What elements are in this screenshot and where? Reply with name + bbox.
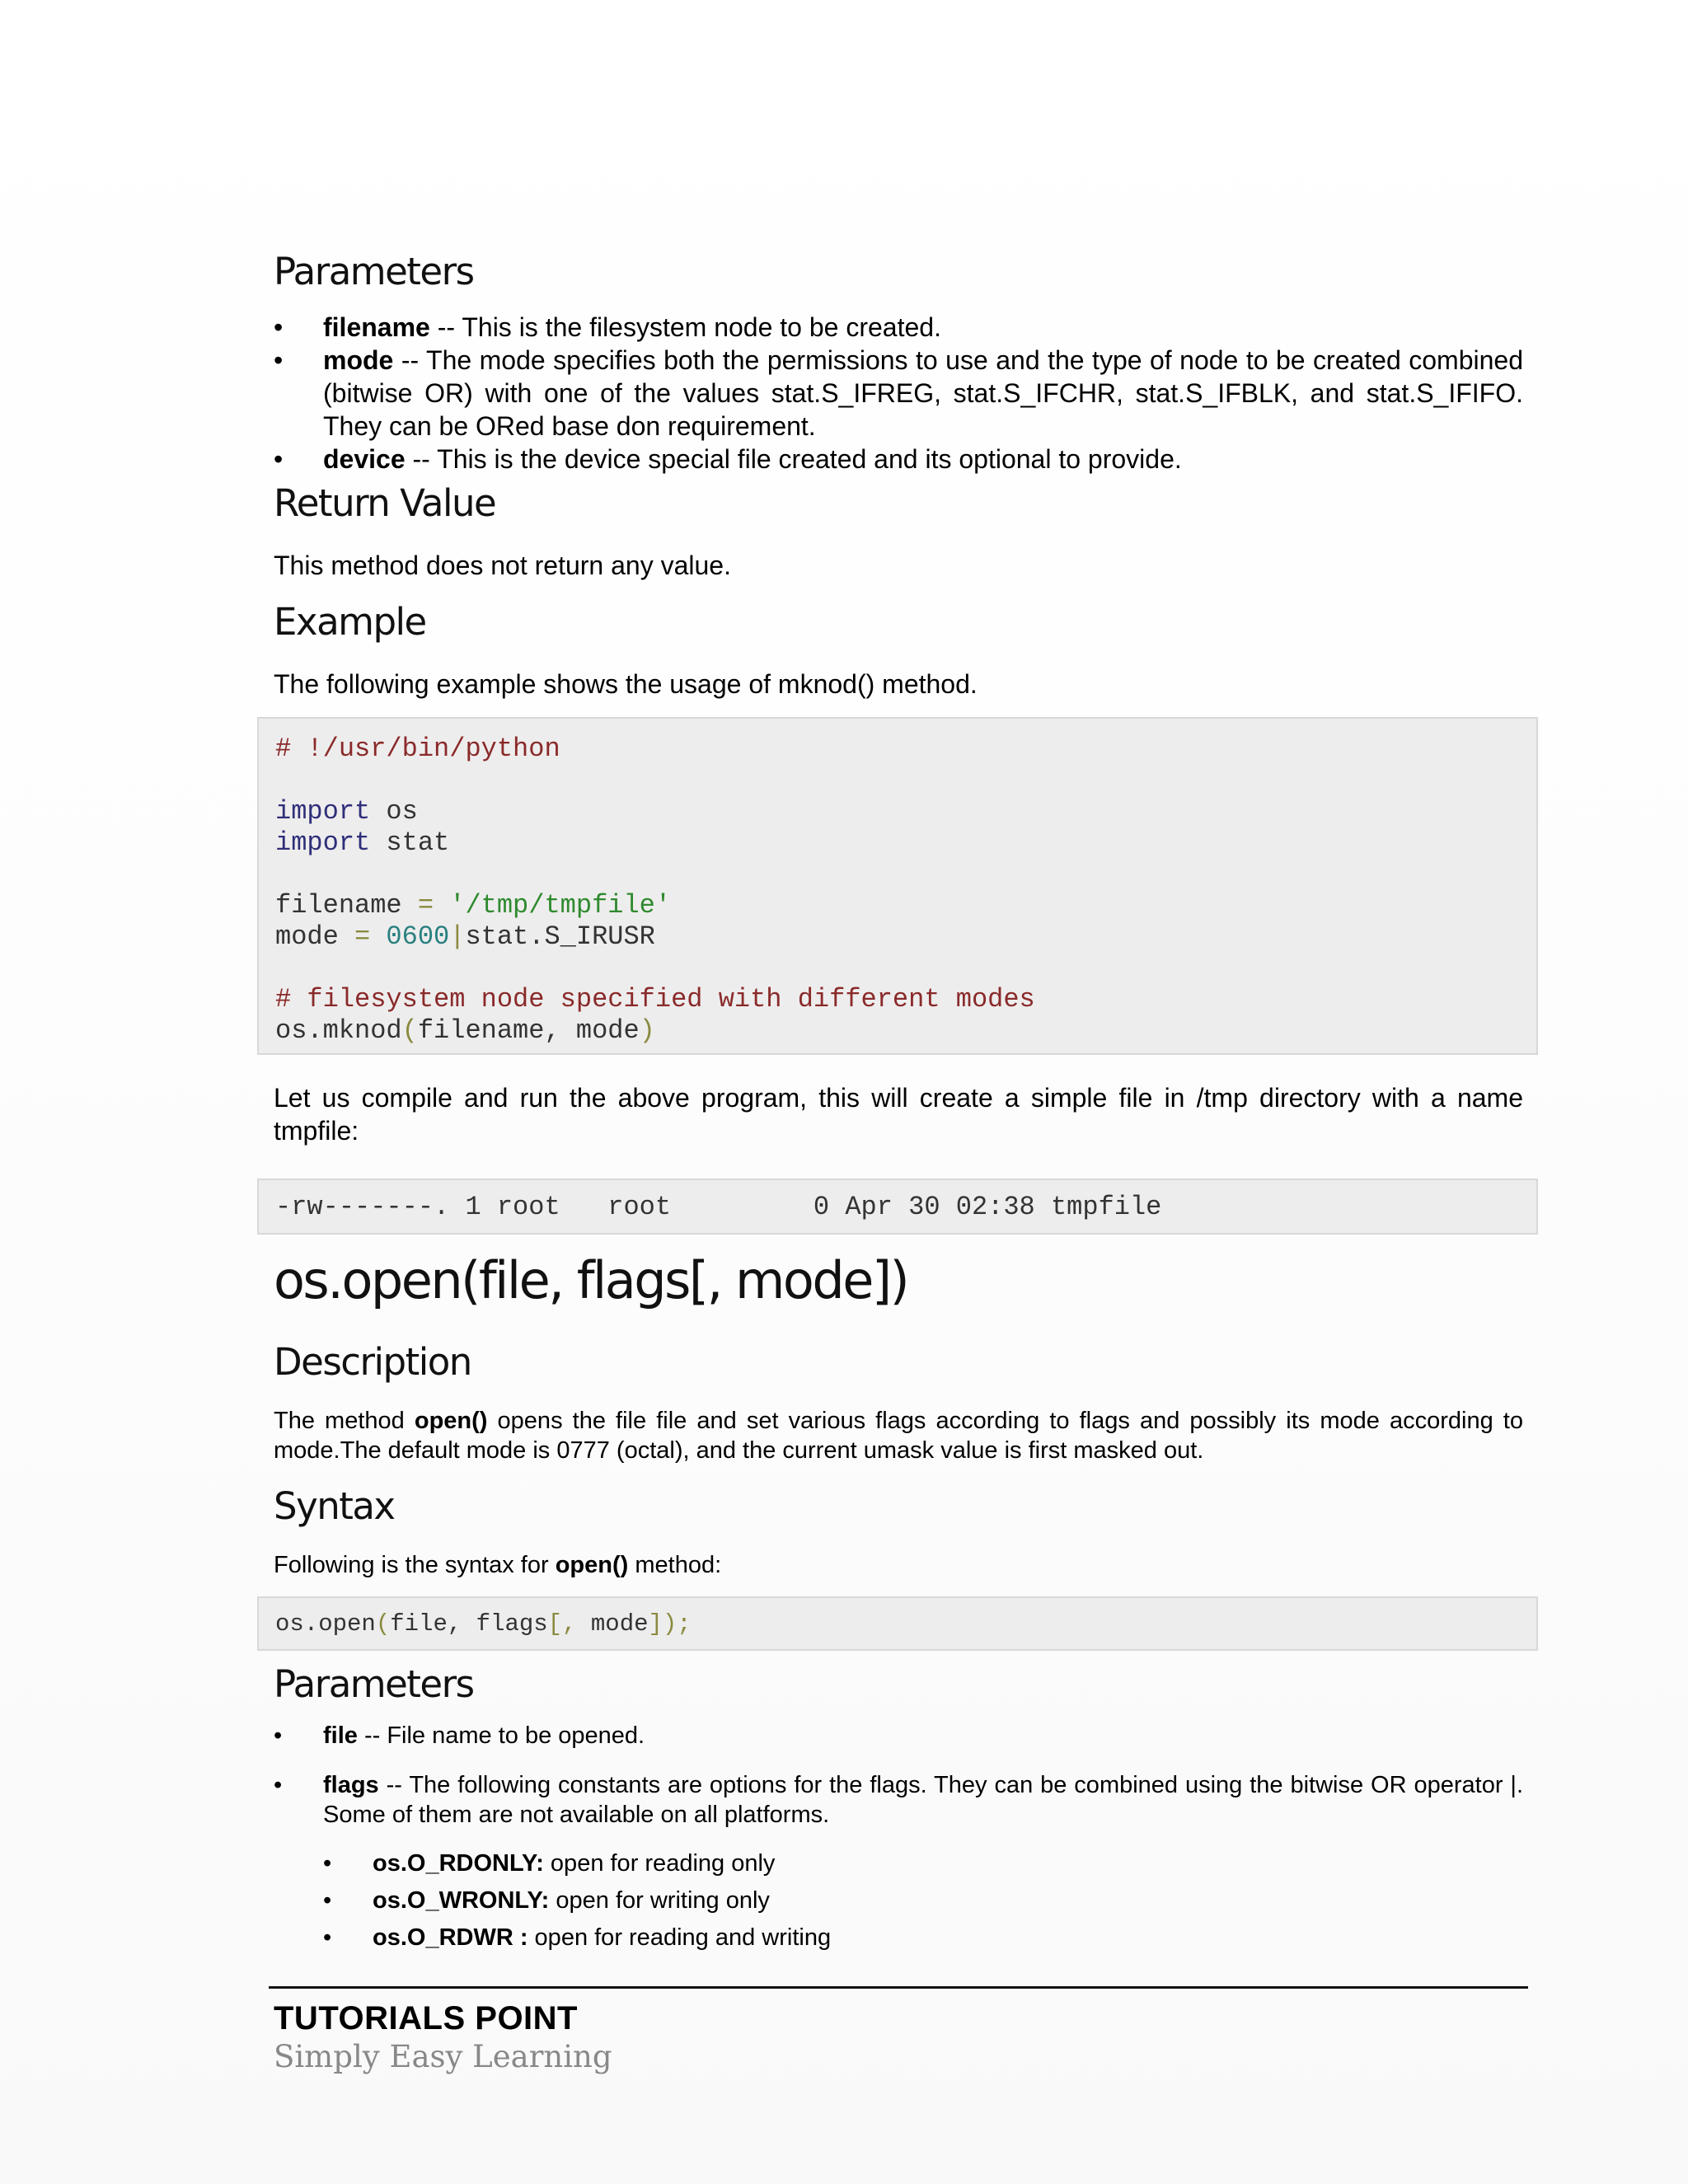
code-token: stat — [370, 827, 450, 858]
text-run: method: — [628, 1552, 722, 1578]
flag-name: os.O_WRONLY: — [373, 1887, 550, 1914]
syntax-intro — [274, 1550, 1523, 1580]
code-line — [275, 1015, 1536, 1047]
text-run: Following is the syntax for — [274, 1552, 556, 1578]
text-run: opens the file file and set various flags according to flags and possibly its mode according to mode.The default mode is 0777 (octal), and the current umask value is first masked out. — [274, 1408, 1523, 1464]
code-token: = — [417, 890, 434, 921]
code-token: = — [354, 921, 371, 952]
code-line — [275, 953, 1536, 984]
flag-item-rdonly — [323, 1849, 1523, 1878]
syntax-code-block — [257, 1596, 1538, 1651]
flag-desc: open for writing only — [549, 1887, 770, 1914]
code-token: import — [275, 796, 371, 827]
code-token: '/tmp/tmpfile' — [449, 890, 672, 921]
description-text — [274, 1406, 1523, 1465]
code-token: filename, mode — [417, 1015, 640, 1046]
param-desc: -- This is the device special file created and its optional to provide. — [405, 444, 1182, 474]
open-parameter-list — [274, 1721, 1523, 1841]
code-line — [275, 984, 1536, 1015]
footer-divider — [269, 1986, 1528, 1989]
code-token: os.open — [275, 1610, 376, 1638]
code-line — [275, 890, 1536, 921]
code-line — [275, 921, 1536, 953]
output-line: -rw-------. 1 root root 0 Apr 30 02:38 tmpfile — [275, 1192, 1162, 1222]
description-heading: Description — [274, 1340, 471, 1384]
emphasis-text: open() — [555, 1552, 629, 1578]
return-value-heading: Return Value — [274, 481, 496, 525]
code-token: import — [275, 827, 371, 858]
param-desc: -- This is the filesystem node to be created. — [429, 312, 941, 342]
flag-item-wronly — [323, 1886, 1523, 1915]
code-token: # filesystem node specified with different modes — [275, 984, 1035, 1015]
parameters-heading-2: Parameters — [274, 1662, 474, 1706]
code-token: file, flags — [390, 1610, 548, 1638]
code-token: mode — [576, 1610, 649, 1638]
parameters-heading: Parameters — [274, 250, 474, 293]
footer-tagline: Simply Easy Learning — [274, 2039, 612, 2074]
code-token: os — [370, 796, 418, 827]
emphasis-text: open() — [414, 1408, 488, 1434]
example-intro: The following example shows the usage of mknod() method. — [274, 669, 978, 699]
code-token: os.mknod — [275, 1015, 402, 1046]
footer-brand: TUTORIALS POINT — [274, 2000, 578, 2036]
param-name: flags — [323, 1772, 379, 1798]
code-line — [275, 733, 1536, 765]
flags-list — [323, 1849, 1523, 1952]
param-desc: -- The following constants are options for the flags. They can be combined using the bitwise OR operator |. Some of them are not available on all platforms. — [323, 1772, 1523, 1828]
code-token: ) — [639, 1015, 655, 1046]
flag-name: os.O_RDONLY: — [373, 1850, 544, 1877]
code-token — [434, 890, 449, 921]
param-desc: -- The mode specifies both the permissions to use and the type of node to be created combined (bitwise OR) with one of the values stat.S_IFREG, stat.S_IFCHR, stat.S_IFBLK, and stat.S_IFIFO. They can be ORed base don requirement. — [323, 345, 1523, 441]
flag-item-rdwr — [323, 1923, 1523, 1952]
param-desc: -- File name to be opened. — [357, 1722, 645, 1749]
param-name: mode — [323, 345, 394, 375]
code-token: 0600 — [386, 921, 450, 952]
code-token: ]); — [648, 1610, 692, 1638]
code-token: | — [449, 921, 466, 952]
code-token — [370, 921, 386, 952]
param-item-flags — [274, 1770, 1523, 1830]
output-code-block — [257, 1179, 1538, 1235]
code-line — [275, 796, 1536, 827]
param-item-device — [274, 443, 1523, 476]
flag-desc: open for reading and writing — [528, 1924, 832, 1951]
param-item-mode — [274, 344, 1523, 443]
syntax-heading: Syntax — [274, 1484, 395, 1528]
param-item-file — [274, 1721, 1523, 1750]
example-code-block — [257, 717, 1538, 1055]
code-token: mode — [275, 921, 355, 952]
param-name: device — [323, 444, 406, 474]
flag-desc: open for reading only — [543, 1850, 776, 1877]
param-name: file — [323, 1722, 358, 1749]
method-title: os.open(file, flags[, mode]) — [274, 1250, 908, 1310]
param-item-filename — [274, 311, 1523, 344]
code-token: [, — [547, 1610, 577, 1638]
example-heading: Example — [274, 600, 426, 644]
code-token: ( — [401, 1015, 418, 1046]
mknod-parameter-list — [274, 311, 1523, 476]
flag-name: os.O_RDWR : — [373, 1924, 528, 1951]
run-explanation: Let us compile and run the above program, this will create a simple file in /tmp directory with a name tmpfile: — [274, 1083, 1523, 1146]
code-token: stat.S_IRUSR — [465, 921, 655, 952]
code-line — [275, 1609, 1536, 1640]
return-value-text: This method does not return any value. — [274, 551, 731, 580]
code-line — [275, 827, 1536, 859]
code-line — [275, 765, 1536, 796]
code-token: filename — [275, 890, 418, 921]
code-line — [275, 859, 1536, 890]
code-token: ( — [375, 1610, 391, 1638]
code-token: # !/usr/bin/python — [275, 733, 560, 764]
param-name: filename — [323, 312, 430, 342]
text-run: The method — [274, 1408, 415, 1434]
